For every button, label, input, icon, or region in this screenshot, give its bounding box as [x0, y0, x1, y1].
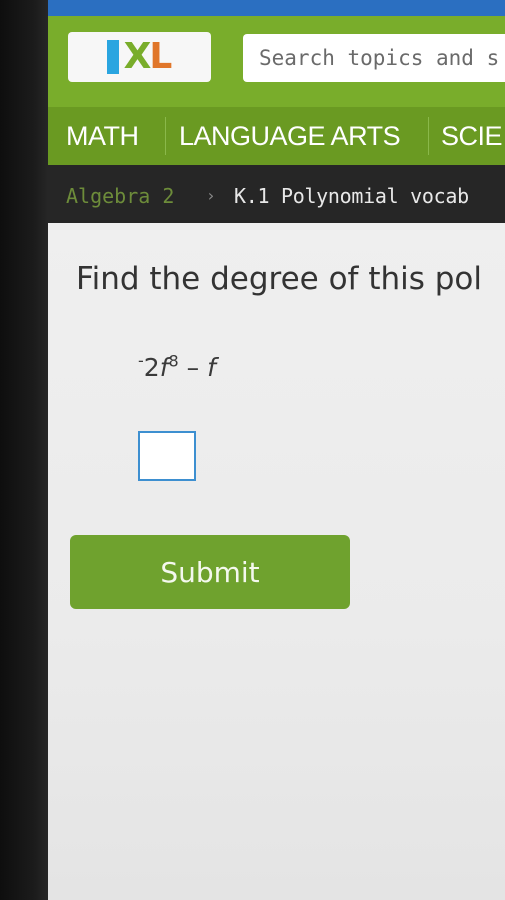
- logo-i-mark: [107, 40, 119, 74]
- logo-l-mark: L: [149, 36, 173, 77]
- subject-nav: [48, 107, 505, 165]
- question-prompt: Find the degree of this pol: [76, 261, 482, 297]
- site-header: [48, 16, 505, 107]
- breadcrumb-subject-link[interactable]: Algebra 2: [66, 184, 175, 208]
- ixl-logo[interactable]: [68, 32, 211, 82]
- search-input[interactable]: [243, 34, 505, 82]
- nav-tab-science[interactable]: SCIE: [441, 121, 503, 151]
- expression-operator: –: [178, 353, 208, 382]
- practice-area: [48, 223, 505, 900]
- breadcrumb-skill: K.1 Polynomial vocab: [234, 184, 469, 208]
- answer-input[interactable]: [138, 431, 196, 481]
- expression-trailing-variable: f: [207, 353, 216, 382]
- expression-negative-sign: -: [138, 351, 144, 370]
- logo-x-mark: X: [123, 36, 150, 77]
- browser-viewport: [48, 0, 505, 900]
- breadcrumb-chevron-icon: ›: [206, 186, 216, 205]
- nav-tab-math[interactable]: MATH: [66, 121, 139, 151]
- expression-coefficient: 2: [143, 353, 160, 382]
- polynomial-expression: [138, 351, 216, 382]
- nav-divider: [165, 117, 166, 155]
- expression-variable: f: [159, 353, 169, 382]
- submit-button[interactable]: Submit: [70, 535, 350, 609]
- expression-exponent: 8: [168, 351, 179, 371]
- top-strip: [48, 0, 505, 16]
- nav-tab-language-arts[interactable]: LANGUAGE ARTS: [179, 121, 401, 151]
- breadcrumb: [48, 165, 505, 223]
- nav-divider: [428, 117, 429, 155]
- device-bezel: [0, 0, 48, 900]
